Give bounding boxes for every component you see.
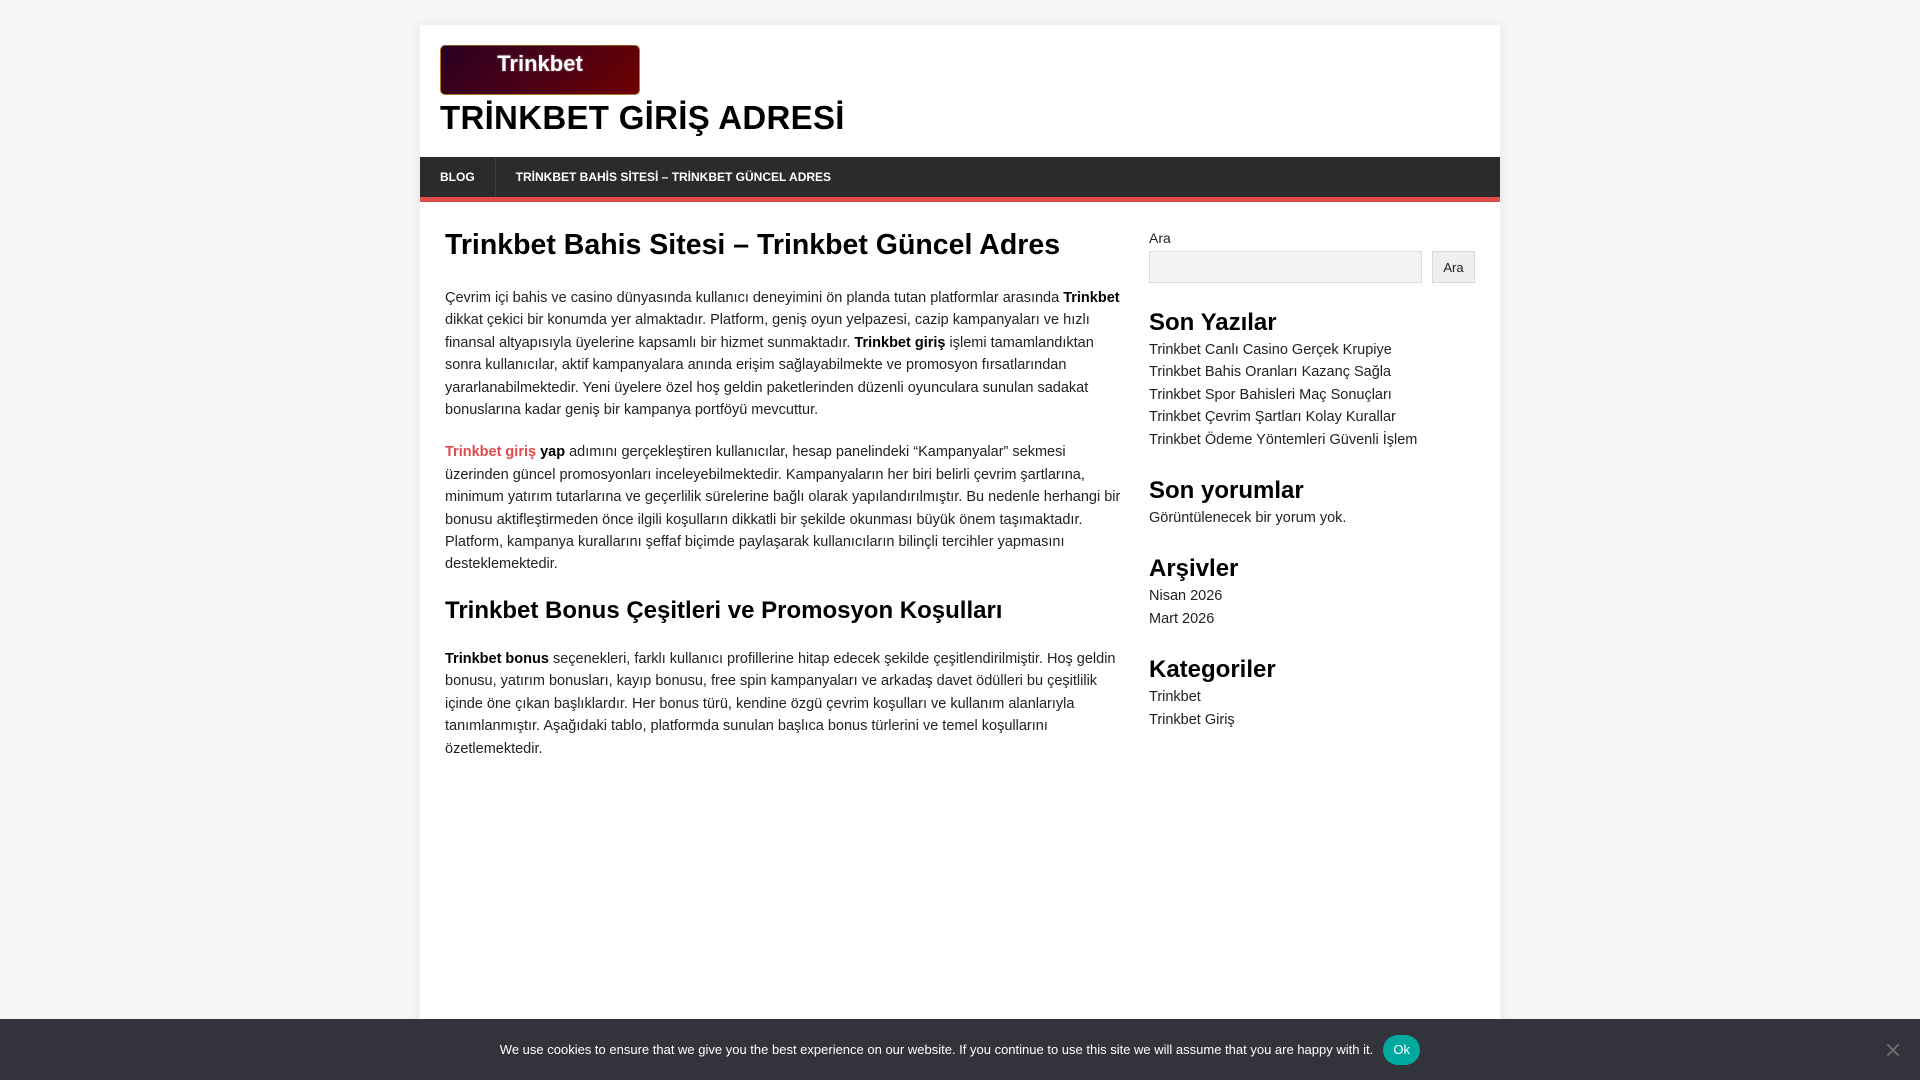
- page-container: [420, 25, 1500, 1080]
- recent-post-link[interactable]: Trinkbet Ödeme Yöntemleri Güvenli İşlem: [1149, 431, 1418, 448]
- search-button[interactable]: Ara: [1432, 251, 1475, 283]
- cookie-notice-bar: [0, 1019, 1920, 1080]
- list-item: [1149, 339, 1475, 361]
- text: seçenekleri, farklı kullanıcı profillerine hitap edecek şekilde çeşitlendirilmiştir. Hoş geldin bonusu, yatırım bonusları, kayıp bonusu, free spin kampanyaları ve arkadaş davet ödülleri bu çeşitlilik içinde öne çıkan başlıklardır. Her bonus türü, kendine özgü çevrim koşulları ve kullanım alanlarıyla tanımlanmıştır. Aşağıdaki tablo, platformda sunulan başlıca bonus türlerini ve temel koşullarını özetlemektedir.: [445, 650, 1116, 757]
- article-paragraph-3: [445, 648, 1123, 760]
- no-comments-text: Görüntülenecek bir yorum yok.: [1149, 510, 1347, 527]
- cookie-notice-text: We use cookies to ensure that we give you the best experience on our website. If you continue to use this site we will assume that you are happy with it.: [499, 1042, 1374, 1057]
- site-title[interactable]: TRİNKBET GİRİŞ ADRESİ: [440, 99, 845, 136]
- list-item: [1149, 361, 1475, 383]
- list-item: [1149, 686, 1475, 708]
- sidebar: [1149, 227, 1475, 780]
- nav-item-trinkbet-bahis-sitesi[interactable]: TRİNKBET BAHİS SİTESİ – TRİNKBET GÜNCEL ADRES: [515, 170, 832, 184]
- recent-post-link[interactable]: Trinkbet Spor Bahisleri Maç Sonuçları: [1149, 386, 1392, 403]
- categories-widget: [1149, 656, 1475, 731]
- archive-link[interactable]: Nisan 2026: [1149, 588, 1223, 605]
- widget-title: Son yorumlar: [1149, 477, 1304, 505]
- bold-text: Trinkbet bonus: [445, 650, 549, 667]
- archives-widget: [1149, 555, 1475, 630]
- archive-link[interactable]: Mart 2026: [1149, 610, 1215, 627]
- main-area: [420, 202, 1500, 780]
- list-item: [1149, 709, 1475, 731]
- text: dikkat çekici bir konumda yer almaktadır. Platform, geniş oyun yelpazesi, cazip kampanyaları ve hızlı finansal altyapısıyla üyelerine kapsamlı bir hizmet sunmaktadır.: [445, 312, 1090, 351]
- recent-comments-widget: [1149, 477, 1475, 529]
- search-input[interactable]: [1149, 251, 1422, 283]
- nav-item-blog[interactable]: BLOG: [420, 157, 496, 197]
- recent-posts-widget: [1149, 309, 1475, 451]
- text: Çevrim içi bahis ve casino dünyasında kullanıcı deneyimini ön planda tutan platformlar arasında: [445, 290, 1064, 306]
- recent-post-link[interactable]: Trinkbet Çevrim Şartları Kolay Kurallar: [1149, 409, 1396, 426]
- widget-title: Kategoriler: [1149, 656, 1276, 684]
- site-header: [420, 25, 1500, 157]
- list-item: [1149, 608, 1475, 630]
- section-heading: Trinkbet Bonus Çeşitleri ve Promosyon Koşulları: [445, 596, 1003, 624]
- bold-text: Trinkbet: [1063, 290, 1120, 306]
- main-navigation: [420, 157, 1500, 202]
- category-link[interactable]: Trinkbet Giriş: [1149, 711, 1235, 728]
- category-link[interactable]: Trinkbet: [1149, 689, 1201, 706]
- cookie-ok-button[interactable]: Ok: [1383, 1035, 1420, 1065]
- search-label: Ara: [1149, 230, 1171, 246]
- search-widget: [1149, 230, 1475, 283]
- bold-text: yap: [536, 444, 566, 461]
- recent-post-link[interactable]: Trinkbet Canlı Casino Gerçek Krupiye: [1149, 342, 1392, 358]
- list-item: [1149, 406, 1475, 428]
- article-paragraph-1: [445, 287, 1123, 421]
- widget-title: Arşivler: [1149, 555, 1239, 583]
- article-paragraph-2: [445, 441, 1123, 575]
- article: [445, 227, 1123, 780]
- list-item: [1149, 429, 1475, 451]
- text: işlemi tamamlandıktan sonra kullanıcılar, aktif kampanyalara anında erişim sağlayabilmekte ve promosyon fırsatlarından yararlanabilmektedir. Yeni üyelere özel hoş geldin paketlerinden düzenli oyunculara sunulan sadakat bonuslarına kadar geniş bir kampanya portföyü mevcuttur.: [445, 334, 1094, 419]
- post-title: Trinkbet Bahis Sitesi – Trinkbet Güncel Adres: [445, 229, 1061, 261]
- bold-text: Trinkbet giriş: [854, 334, 946, 351]
- trinkbet-giris-link[interactable]: Trinkbet giriş: [445, 444, 537, 461]
- widget-title: Son Yazılar: [1149, 309, 1277, 336]
- recent-post-link[interactable]: Trinkbet Bahis Oranları Kazanç Sağla: [1149, 364, 1392, 381]
- close-icon[interactable]: [1883, 1040, 1903, 1060]
- list-item: [1149, 585, 1475, 607]
- list-item: [1149, 384, 1475, 406]
- site-logo[interactable]: Trinkbet: [440, 45, 640, 95]
- text: adımını gerçekleştiren kullanıcılar, hesap panelindeki “Kampanyalar” sekmesi üzerinden güncel promosyonları inceleyebilmektedir. Kampanyaların her biri belirli çevrim şartlarına, minimum yatırım tutarlarına ve geçerlilik sürelerine bağlı olarak yapılandırılmıştır. Bu nedenle herhangi bir bonusu aktifleştirmeden önce ilgili koşulların dikkatli bir şekilde okunması büyük önem taşımaktadır. Platform, kampanya kurallarını şeffaf biçimde paylaşarak kullanıcıların bilinçli tercihler yapmasını desteklemektedir.: [445, 444, 1121, 573]
